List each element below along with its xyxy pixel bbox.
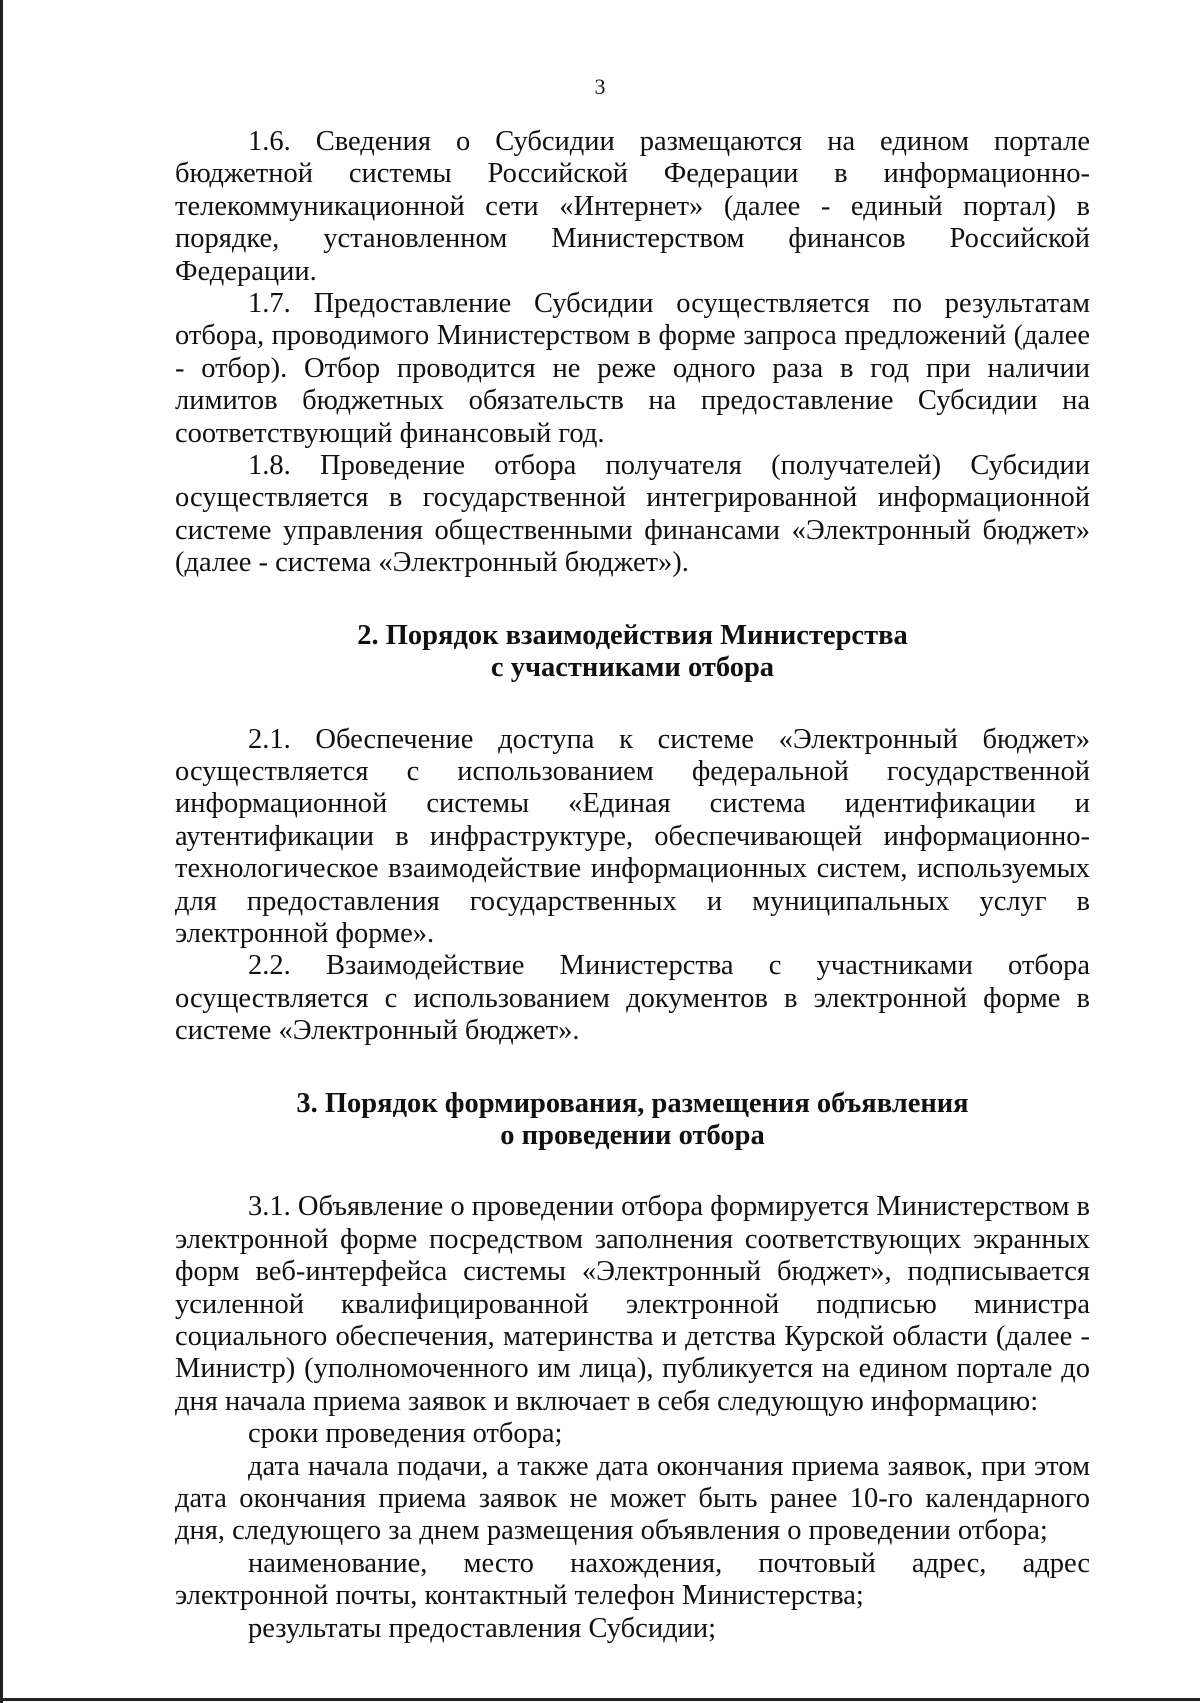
section-3-heading-line1: 3. Порядок формирования, размещения объявления	[296, 1087, 969, 1119]
section-2-heading-line2: с участниками отбора	[490, 652, 775, 684]
scan-bottom-border	[0, 1698, 1200, 1701]
list-item-contacts: наименование, место нахождения, почтовый адрес, адрес электронной почты, контактный телефон Министерства;	[175, 1547, 1090, 1612]
paragraph-1-7: 1.7. Предоставление Субсидии осуществляется по результатам отбора, проводимого Министерством в форме запроса предложений (далее - отбор). Отбор проводится не реже одного раза в год при наличии лимитов бюджетных обязательств на предоставление Субсидии на соответствующий финансовый год.	[175, 288, 1090, 449]
list-item-deadlines: сроки проведения отбора;	[248, 1418, 563, 1450]
paragraph-1-6: 1.6. Сведения о Субсидии размещаются на едином портале бюджетной системы Российской Федерации в информационно-телекоммуникационной сети «Интернет» (далее - единый портал) в порядке, установленном Министерством финансов Российской Федерации.	[175, 126, 1090, 287]
page-number: 3	[594, 74, 606, 99]
list-item-dates: дата начала подачи, а также дата окончания приема заявок, при этом дата окончания приема заявок не может быть ранее 10-го календарного дня, следующего за днем размещения объявления о проведении отбора;	[175, 1450, 1090, 1547]
section-3-heading-line2: о проведении отбора	[500, 1119, 765, 1151]
paragraph-1-8: 1.8. Проведение отбора получателя (получателей) Субсидии осуществляется в государственной интегрированной информационной системе управления общественными финансами «Электронный бюджет» (далее - система «Электронный бюджет»).	[175, 450, 1090, 579]
document-body	[175, 126, 1090, 1645]
scan-left-border	[0, 0, 3, 1703]
paragraph-2-1: 2.1. Обеспечение доступа к системе «Электронный бюджет» осуществляется с использованием федеральной государственной информационной системы «Единая система идентификации и аутентификации в инфраструктуре, обеспечивающей информационно-технологическое взаимодействие информационных систем, используемых для предоставления государственных и муниципальных услуг в электронной форме».	[175, 723, 1090, 949]
list-item-results: результаты предоставления Субсидии;	[248, 1612, 717, 1644]
section-2-heading-line1: 2. Порядок взаимодействия Министерства	[357, 619, 908, 651]
paragraph-2-2: 2.2. Взаимодействие Министерства с участниками отбора осуществляется с использованием документов в электронной форме в системе «Электронный бюджет».	[175, 950, 1090, 1047]
paragraph-3-1: 3.1. Объявление о проведении отбора формируется Министерством в электронной форме посредством заполнения соответствующих экранных форм веб-интерфейса системы «Электронный бюджет», подписывается усиленной квалифицированной электронной подписью министра социального обеспечения, материнства и детства Курской области (далее - Министр) (уполномоченного им лица), публикуется на едином портале до дня начала приема заявок и включает в себя следующую информацию:	[175, 1191, 1090, 1417]
section-3-heading	[175, 1088, 1090, 1153]
section-2-heading	[175, 620, 1090, 685]
